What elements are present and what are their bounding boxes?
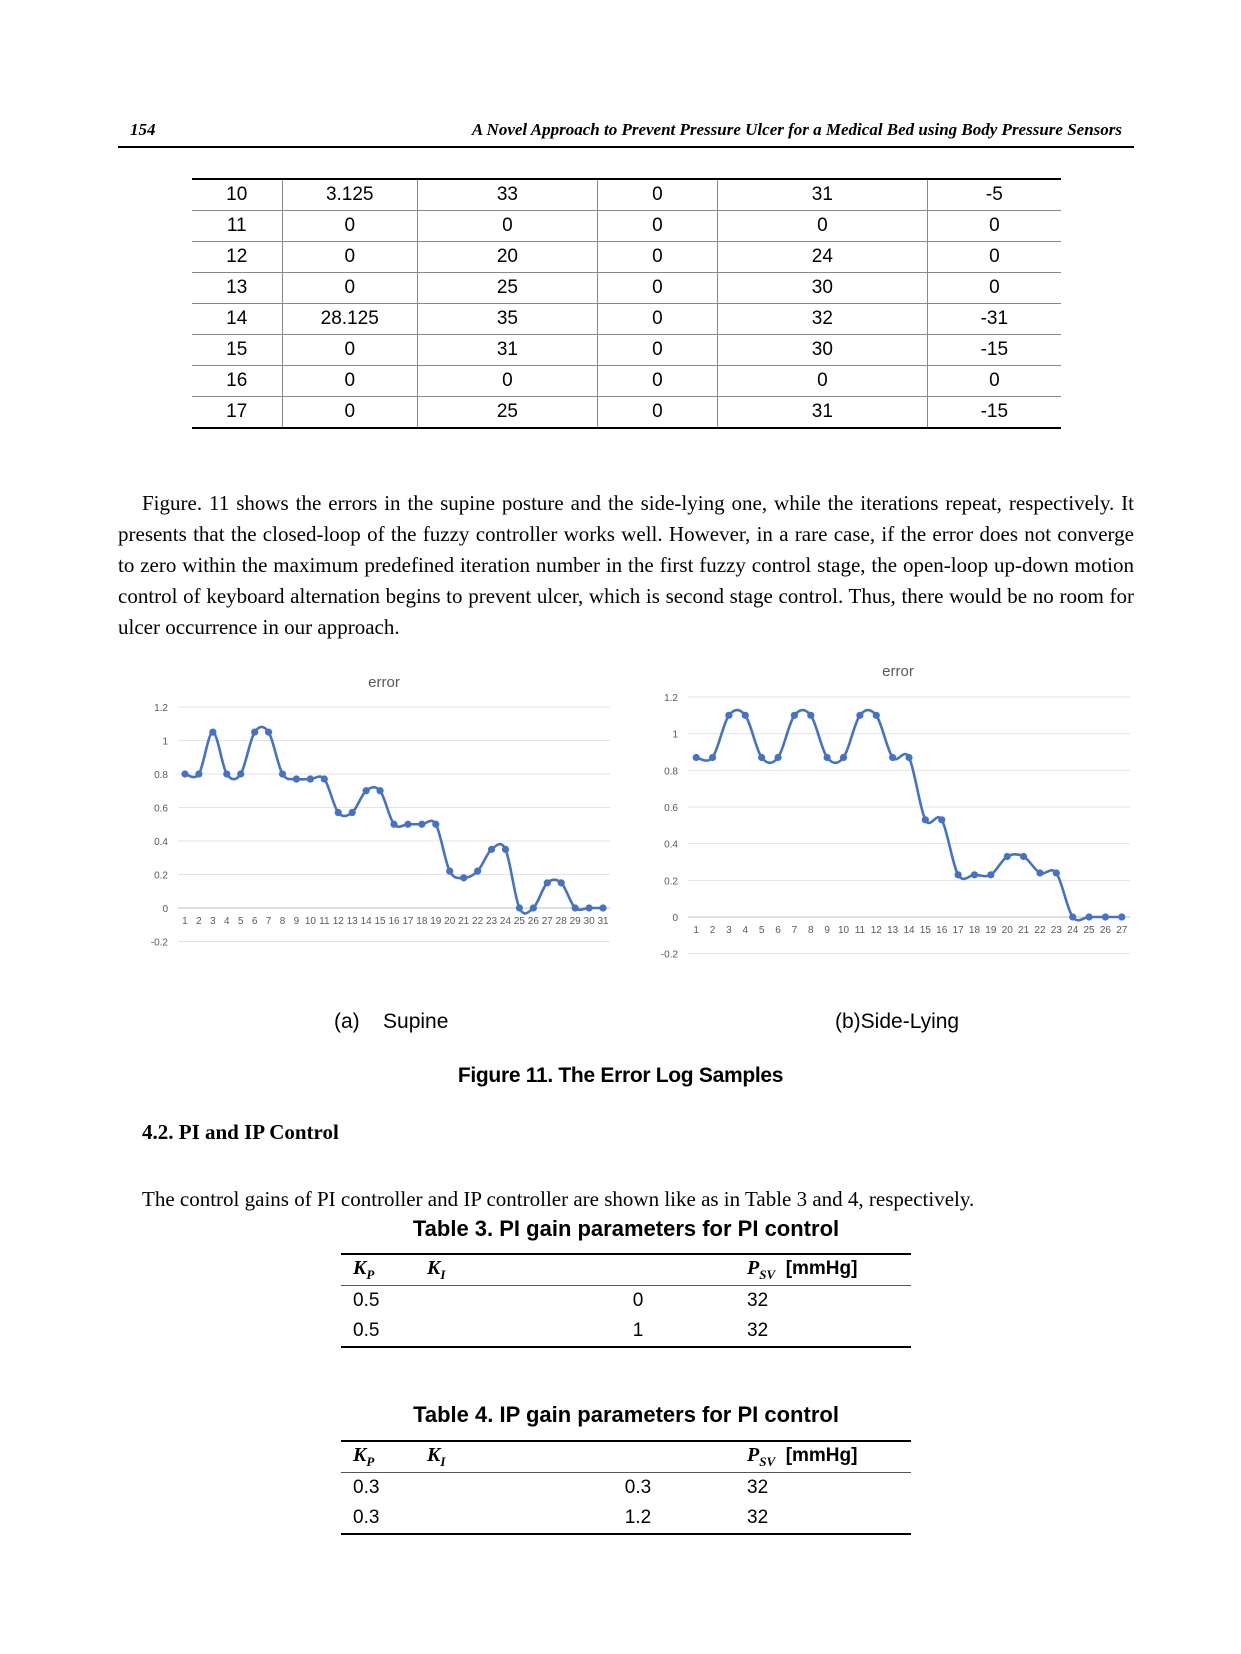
data-point (905, 754, 912, 761)
data-point (530, 904, 537, 911)
table-cell: 0 (597, 273, 717, 304)
x-tick-label: 2 (709, 925, 716, 936)
table-cell: 10 (192, 179, 282, 211)
table-row (192, 397, 1061, 429)
data-point (1102, 913, 1109, 920)
data-point (1069, 913, 1076, 920)
x-tick-label: 11 (319, 916, 330, 927)
data-point (544, 879, 551, 886)
table-row (341, 1316, 911, 1347)
table-cell: -31 (927, 304, 1061, 335)
x-tick-label: 23 (485, 916, 498, 927)
table-cell: 0 (282, 366, 417, 397)
section-heading: 4.2. PI and IP Control (142, 1120, 339, 1144)
table-cell: 0 (282, 242, 417, 273)
x-tick-label: 20 (1001, 925, 1013, 936)
table-cell: 33 (417, 179, 597, 211)
x-tick-label: 14 (903, 925, 915, 936)
table-cell: 31 (718, 179, 928, 211)
data-point (404, 821, 411, 828)
x-tick-label: 17 (402, 916, 414, 927)
table-cell: 32 (747, 1507, 769, 1528)
data-point (418, 821, 425, 828)
x-tick-label: 21 (458, 916, 470, 927)
table-cell: 15 (192, 335, 282, 366)
y-tick-label: 1.2 (664, 693, 678, 704)
table-cell: 0 (417, 366, 597, 397)
table-cell: 0 (282, 273, 417, 304)
data-point (209, 729, 216, 736)
x-tick-label: 16 (936, 925, 948, 936)
y-tick-label: 0.8 (154, 770, 168, 781)
series-line (696, 710, 1122, 920)
data-point (390, 821, 397, 828)
y-tick-label: 0.2 (154, 870, 168, 882)
table-cell: 12 (192, 242, 282, 273)
data-point (572, 904, 579, 911)
table-cell: 17 (192, 397, 282, 429)
table-row (192, 304, 1061, 335)
data-point (856, 712, 863, 719)
table-cell: 13 (192, 273, 282, 304)
x-tick-label: 30 (583, 916, 595, 927)
table-cell: 31 (718, 397, 928, 429)
x-tick-label: 4 (223, 916, 230, 927)
x-tick-label: 18 (968, 925, 981, 936)
data-point (502, 846, 509, 853)
x-tick-label: 24 (499, 916, 512, 927)
data-point (432, 821, 439, 828)
x-tick-label: 12 (870, 925, 882, 936)
data-point (585, 904, 592, 911)
data-point (223, 770, 230, 777)
data-point (1004, 853, 1011, 860)
caption-side-lying: (b)Side-Lying (835, 1010, 960, 1033)
data-point (693, 754, 700, 761)
x-tick-label: 13 (887, 925, 899, 936)
table-cell: 0 (718, 366, 928, 397)
data-point (955, 871, 962, 878)
running-header (118, 118, 1134, 148)
x-tick-label: 31 (597, 916, 609, 927)
table-cell: 20 (417, 242, 597, 273)
data-point (889, 754, 896, 761)
table4-title: Table 4. IP gain parameters for PI control (413, 1402, 839, 1427)
x-tick-label: 8 (807, 925, 814, 936)
table-cell: 1 (632, 1320, 644, 1341)
x-tick-label: 26 (527, 916, 539, 927)
data-point (181, 770, 188, 777)
y-tick-label: 0.6 (154, 803, 168, 815)
x-tick-label: 25 (513, 916, 525, 927)
x-tick-label: 21 (1018, 925, 1030, 936)
table-cell: 32 (747, 1477, 769, 1498)
table-row (341, 1473, 911, 1504)
y-tick-label: 0.4 (154, 837, 168, 848)
data-point (873, 712, 880, 719)
table-cell: 0 (927, 366, 1061, 397)
x-tick-label: 23 (1050, 925, 1062, 936)
x-tick-label: 7 (791, 925, 798, 936)
table-row (192, 242, 1061, 273)
table4-header-row (341, 1441, 911, 1473)
data-point (971, 871, 978, 878)
table-cell: 32 (747, 1320, 769, 1341)
table-cell: 0 (597, 304, 717, 335)
psv-header: $P_{SV}$ [mmHg] (697, 1254, 911, 1286)
data-point (349, 809, 356, 816)
data-point (1020, 853, 1027, 860)
data-point (237, 770, 244, 777)
caption-supine: (a) Supine (334, 1010, 449, 1033)
table-row (341, 1286, 911, 1317)
data-point (599, 904, 606, 911)
ki-header: $K_I$ (427, 1441, 579, 1473)
table3-header-row (341, 1254, 911, 1286)
table-cell: 30 (718, 335, 928, 366)
table-cell: 0.5 (353, 1290, 380, 1311)
data-point (335, 809, 342, 816)
data-point (807, 712, 814, 719)
table-cell: -15 (980, 401, 1009, 422)
table-cell: 0 (927, 273, 1061, 304)
table-cell: 32 (718, 304, 928, 335)
data-point (321, 775, 328, 782)
y-tick-label: 0 (672, 913, 678, 924)
y-tick-label: -0.2 (150, 937, 168, 949)
x-tick-label: 19 (985, 925, 997, 936)
x-tick-label: 10 (304, 916, 316, 927)
x-tick-label: 15 (919, 925, 931, 936)
table-row (192, 273, 1061, 304)
x-tick-label: 1 (693, 925, 699, 936)
chart-side-lying (650, 655, 1150, 961)
table-cell: 35 (417, 304, 597, 335)
table-cell: 0 (597, 397, 717, 429)
table-cell: 0 (597, 211, 717, 242)
x-tick-label: 15 (374, 916, 386, 927)
kp-header: $K_P$ (341, 1254, 427, 1286)
page-number: 154 (130, 120, 156, 139)
y-tick-label: 0.8 (664, 766, 678, 778)
data-table (192, 178, 1061, 429)
table-cell: 25 (417, 397, 597, 429)
table-cell: 31 (417, 335, 597, 366)
data-point (709, 754, 716, 761)
data-point (742, 712, 749, 719)
data-point (725, 712, 732, 719)
x-tick-label: 26 (1099, 925, 1112, 936)
table-cell: 0.3 (624, 1477, 652, 1498)
data-point (446, 868, 453, 875)
table-row (192, 211, 1061, 242)
x-tick-label: 1 (182, 916, 188, 927)
y-tick-label: 1.2 (154, 703, 168, 714)
section-paragraph: The control gains of PI controller and IP controller are shown like as in Table 3 and 4, respectively. (142, 1187, 975, 1211)
table-cell: 25 (417, 273, 597, 304)
x-tick-label: 28 (555, 916, 567, 927)
y-tick-label: -0.2 (660, 949, 678, 961)
psv-header: $P_{SV}$ [mmHg] (697, 1441, 911, 1473)
table-cell: 0 (282, 335, 417, 366)
x-tick-label: 18 (416, 916, 428, 927)
x-tick-label: 6 (251, 916, 258, 927)
x-tick-label: 5 (758, 925, 765, 936)
table-row (192, 179, 1061, 211)
data-point (474, 868, 481, 875)
x-tick-label: 22 (472, 916, 484, 927)
data-point (251, 729, 258, 736)
table-cell: 16 (192, 366, 282, 397)
table-cell: 0 (597, 242, 717, 273)
kp-header: $K_P$ (341, 1441, 427, 1473)
data-point (293, 775, 300, 782)
table-cell: 28.125 (282, 304, 417, 335)
chart-title: error (368, 674, 400, 691)
table-cell: 0 (718, 211, 928, 242)
x-tick-label: 3 (726, 925, 732, 936)
table-cell: 30 (718, 273, 928, 304)
x-tick-label: 7 (265, 916, 272, 927)
x-tick-label: 9 (824, 925, 830, 936)
x-tick-label: 11 (854, 925, 866, 936)
table-cell: 0 (927, 211, 1061, 242)
data-point (758, 754, 765, 761)
y-tick-label: 1 (162, 736, 168, 748)
table-row (341, 1503, 911, 1534)
body-paragraph: Figure. 11 shows the errors in the supine posture and the side-lying one, while the iterations repeat, respectively. It presents that the closed-loop of the fuzzy controller works well. However, in a rare case, if the error does not converge to zero within the maximum predefined iteration number in the first fuzzy control stage, the open-loop up-down motion control of keyboard alternation begins to prevent ulcer, which is second stage control. Thus, there would be no room for ulcer occurrence in our approach. (118, 491, 1134, 639)
ki-header: $K_I$ (427, 1254, 579, 1286)
y-tick-label: 1 (672, 729, 678, 741)
y-tick-label: 0 (162, 904, 168, 915)
table-cell: 3.125 (282, 179, 417, 211)
data-point (460, 874, 467, 881)
x-tick-label: 5 (237, 916, 244, 927)
x-tick-label: 19 (430, 916, 442, 927)
data-point (1053, 869, 1060, 876)
table-cell: 0 (597, 179, 717, 211)
table4 (341, 1440, 911, 1535)
table-cell: 0 (597, 366, 717, 397)
x-tick-label: 4 (742, 925, 749, 936)
x-tick-label: 24 (1067, 925, 1079, 936)
x-tick-label: 16 (388, 916, 400, 927)
data-point (558, 879, 565, 886)
table-cell: 0 (282, 397, 417, 429)
table-cell: -5 (927, 179, 1061, 211)
table-cell: -15 (927, 335, 1061, 366)
x-tick-label: 27 (1116, 925, 1128, 936)
data-point (791, 712, 798, 719)
data-point (265, 729, 272, 736)
data-point (922, 816, 929, 823)
x-tick-label: 9 (293, 916, 300, 927)
series-line (185, 727, 603, 914)
x-tick-label: 8 (279, 916, 286, 927)
data-point (1036, 869, 1043, 876)
table3-title: Table 3. PI gain parameters for PI control (412, 1216, 840, 1241)
table-row (192, 335, 1061, 366)
table-cell: 32 (747, 1290, 769, 1311)
x-tick-label: 3 (210, 916, 216, 927)
x-tick-label: 27 (541, 916, 553, 927)
y-tick-label: 0.2 (664, 876, 678, 888)
table-cell: 11 (192, 211, 282, 242)
data-point (195, 770, 202, 777)
table-cell: 1.2 (624, 1507, 652, 1528)
data-point (516, 904, 523, 911)
data-point (824, 754, 831, 761)
data-point (987, 871, 994, 878)
table-cell: 0 (282, 211, 417, 242)
table-row (192, 366, 1061, 397)
data-point (938, 816, 945, 823)
table3 (341, 1253, 911, 1348)
y-tick-label: 0.4 (664, 839, 678, 851)
running-title: A Novel Approach to Prevent Pressure Ulcer for a Medical Bed using Body Pressure Sensors (471, 120, 1122, 139)
figure-caption: Figure 11. The Error Log Samples (457, 1064, 784, 1087)
table-cell: 0.3 (353, 1507, 380, 1528)
table-cell: 0 (632, 1290, 644, 1311)
x-tick-label: 12 (332, 916, 344, 927)
data-point (840, 754, 847, 761)
data-point (774, 754, 781, 761)
table-cell: 0.3 (353, 1477, 380, 1498)
x-tick-label: 29 (569, 916, 581, 927)
y-tick-label: 0.6 (664, 803, 678, 814)
x-tick-label: 6 (775, 925, 781, 936)
table-cell: 24 (718, 242, 928, 273)
data-point (376, 787, 383, 794)
chart-title: error (882, 663, 914, 680)
table-cell: 0.5 (353, 1320, 380, 1341)
data-point (279, 770, 286, 777)
x-tick-label: 25 (1083, 925, 1095, 936)
data-point (1085, 913, 1092, 920)
x-tick-label: 2 (196, 916, 202, 927)
chart-supine (140, 665, 620, 965)
x-tick-label: 10 (837, 925, 850, 936)
table-cell: 14 (192, 304, 282, 335)
x-tick-label: 17 (952, 925, 964, 936)
data-point (307, 775, 314, 782)
data-point (488, 846, 495, 853)
data-point (1118, 913, 1125, 920)
x-tick-label: 14 (360, 916, 372, 927)
data-point (363, 787, 370, 794)
table-cell: 0 (417, 211, 597, 242)
x-tick-label: 13 (346, 916, 358, 927)
x-tick-label: 22 (1034, 925, 1046, 936)
table-cell: 0 (597, 335, 717, 366)
table-cell: 0 (927, 242, 1061, 273)
x-tick-label: 20 (444, 916, 456, 927)
